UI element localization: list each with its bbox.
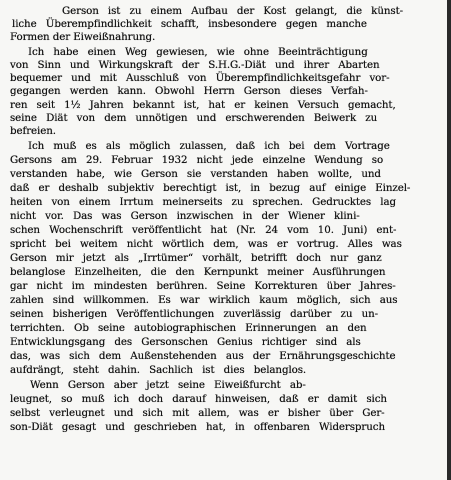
article-line-23: seinen bisherigen Veröffentlichungen zuverlässig darüber zu un- [10,308,379,320]
article-line-7: gegangen werden kann. Obwohl Herrn Gerson dieses Verfah- [10,85,368,97]
article-line-14: daß er deshalb subjektiv berechtigt ist, in bezug auf einige Einzel- [10,182,411,194]
article-line-31: son-Diät gesagt und geschrieben hat, in offenbaren Widerspruch [10,421,385,433]
article-line-17: schen Wochenschrift veröffentlicht hat (Nr. 24 vom 10. Juni) ent- [10,224,397,236]
article-line-28: Wenn Gerson aber jetzt seine Eiweißfurcht ab- [30,379,306,391]
article-line-25: Entwicklungsgang des Gersonschen Genius richtiger sind als [10,336,361,348]
article-line-8: ren seit 1½ Jahren bekannt ist, hat er keinen Versuch gemacht, [10,99,396,111]
article-line-22: zahlen sind willkommen. Es war wirklich kaum möglich, sich aus [10,294,398,306]
article-line-5: von Sinn und Wirkungskraft der S.H.G.-Diät und ihrer Abarten [10,59,380,71]
article-line-30: selbst verleugnet und sich mit allem, was er bisher über Ger- [10,407,385,419]
page-edge-shadow [447,0,451,480]
article-line-13: verstanden habe, wie Gerson sie verstanden haben wollte, und [10,168,381,180]
article-line-9: seine Diät von dem unnötigen und erschwerenden Beiwerk zu [10,112,378,124]
article-line-11: Ich muß es als möglich zulassen, daß ich bei dem Vortrage [28,140,390,152]
article-line-19: Gerson mir jetzt als „Irrtümer“ vorhält, betrifft doch nur ganz [10,252,382,264]
article-line-26: das, was sich dem Außenstehenden aus der Ernährungsgeschichte [10,350,396,362]
article-column [0,5,441,475]
article-line-4: Ich habe einen Weg gewiesen, wie ohne Beeinträchtigung [28,46,368,58]
article-line-29: leugnet, so muß ich doch darauf hinweisen, daß er damit sich [10,393,387,405]
article-line-18: spricht bei weitem nicht wörtlich dem, was er vortrug. Alles was [10,238,402,250]
article-line-20: belanglose Einzelheiten, die den Kernpunkt meiner Ausführungen [10,266,386,278]
article-line-16: nicht vor. Das was Gerson inzwischen in der Wiener klini- [10,210,360,222]
article-line-27: aufdrängt, steht dahin. Sachlich ist dies belanglos. [10,364,307,376]
article-line-3: Formen der Eiweißnahrung. [10,31,156,43]
article-line-10: befreien. [10,125,56,137]
article-line-21: gar nicht im mindesten berühren. Seine Korrekturen über Jahres- [10,280,396,292]
article-line-2: liche Überempfindlichkeit schafft, insbesondere gegen manche [12,18,367,30]
article-line-6: bequemer und mit Ausschluß von Überempfindlichkeitsgefahr vor- [10,72,390,84]
article-line-1: Gerson ist zu einem Aufbau der Kost gelangt, die künst- [62,5,403,17]
article-line-24: terrichten. Ob seine autobiographischen Erinnerungen an den [10,322,367,334]
article-line-12: Gersons am 29. Februar 1932 nicht jede einzelne Wendung so [10,154,384,166]
article-line-15: heiten von einem Irrtum meinerseits zu sprechen. Gedrucktes lag [10,196,396,208]
